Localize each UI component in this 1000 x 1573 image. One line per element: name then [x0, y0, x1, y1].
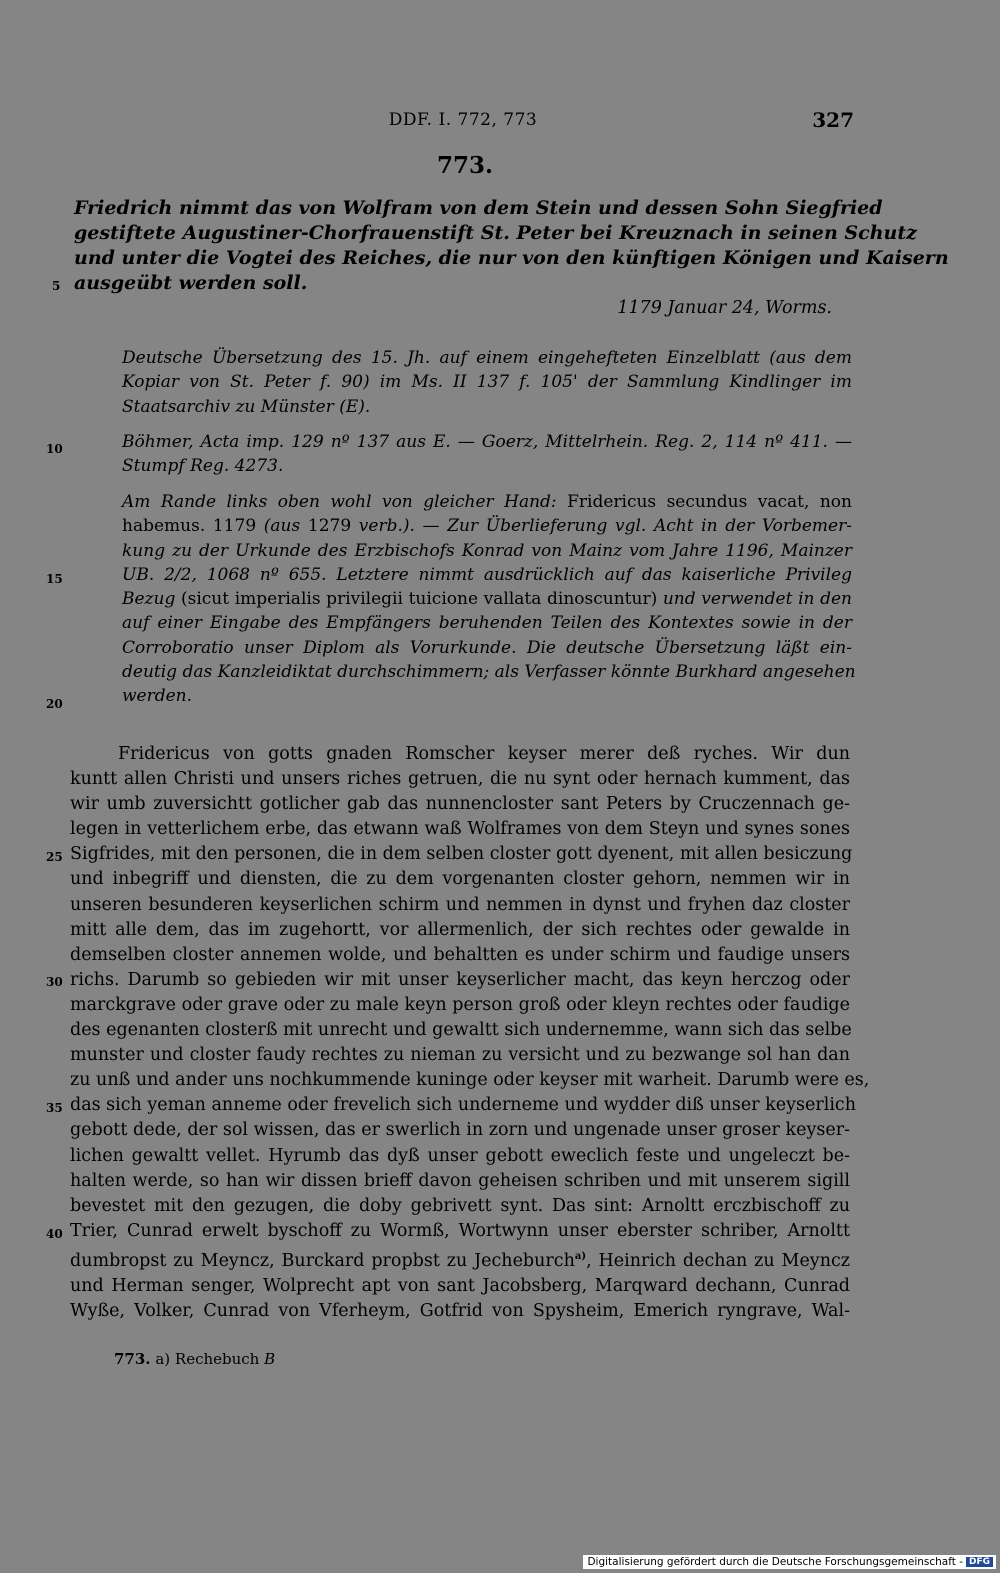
tradition-note [122, 346, 852, 419]
text-line: Wyße, Volker, Cunrad von Vferheym, Gotfrid von Spysheim, Emerich ryngrave, Wal- [70, 1300, 850, 1321]
text-line: mitt alle dem, das im zugehortt, vor allermenlich, der sich rechtes oder gewalde in [70, 919, 850, 940]
funding-credit-text: Digitalisierung gefördert durch die Deutsche Forschungsgemeinschaft - [587, 1556, 963, 1568]
note-line: Bezug (sicut imperialis privilegii tuicione vallata dinoscuntur) und verwendet in den [122, 589, 852, 610]
text-line: Trier, Cunrad erwelt byschoff zu Wormß, Wortwynn unser eberster schriber, Arnoltt [70, 1220, 850, 1241]
regest-line: Friedrich nimmt das von Wolfram von dem Stein und dessen Sohn Siegfried [74, 197, 883, 219]
text-line: dumbropst zu Meyncz, Burckard propbst zu Jecheburch$^{a)}$, Heinrich dechan zu Meyncz [70, 1250, 850, 1271]
text-line: wir umb zuversichtt gotlicher gab das nunnencloster sant Peters by Cruczennach ge- [70, 794, 850, 815]
footnote-marker: a) [155, 1350, 171, 1368]
regest-line: und unter die Vogtei des Reiches, die nur von den künftigen Königen und Kaisern [74, 247, 949, 269]
page-number: 327 [812, 108, 854, 132]
line-number: 30 [46, 975, 63, 989]
text-line: marckgrave oder grave oder zu male keyn person groß oder kleyn rechtes oder faudige [70, 994, 850, 1015]
note-line: Deutsche Übersetzung des 15. Jh. auf einem eingehefteten Einzelblatt (aus dem [122, 348, 852, 368]
note-line: kung zu der Urkunde des Erzbischofs Konrad von Mainz vom Jahre 1196, Mainzer [122, 540, 852, 561]
text-line: gebott dede, der sol wissen, das er swerlich in zorn und ungenade unser groser keyser- [70, 1120, 850, 1141]
line-number: 5 [52, 279, 61, 293]
text-line: kuntt allen Christi und unsers riches getruen, die nu synt oder hernach kumment, das [70, 769, 850, 790]
footnote-number: 773. [114, 1350, 151, 1368]
running-title: DDF. I. 772, 773 [388, 110, 538, 130]
note-line: auf einer Eingabe des Empfängers beruhenden Teilen des Kontextes sowie in der [122, 613, 852, 634]
running-head [72, 108, 854, 136]
line-number: 35 [46, 1101, 63, 1115]
line-number: 40 [46, 1227, 63, 1241]
note-line: deutig das Kanzleidiktat durchschimmern; als Verfasser könnte Burkhard angesehen [122, 662, 856, 683]
text-line: Fridericus von gotts gnaden Romscher keyser merer deß ryches. Wir dun [118, 744, 850, 764]
line-number: 10 [46, 442, 63, 456]
text-line: lichen gewaltt vellet. Hyrumb das dyß unser gebott eweclich feste und ungeleczt be- [70, 1145, 850, 1166]
text-line: legen in vetterlichem erbe, das etwann waß Wolframes von dem Steyn und synes sones [70, 819, 850, 840]
text-line: halten werde, so han wir dissen brieff davon geheisen schriben und mit unserem sigill [70, 1170, 850, 1191]
note-line: habemus. 1179 (aus 1279 verb.). — Zur Überlieferung vgl. Acht in der Vorbemer- [122, 516, 852, 537]
line-number: 25 [46, 850, 63, 864]
text-line: und inbegriff und diensten, die zu dem vorgenanten closter gehorn, nemmen wir in [70, 869, 850, 890]
line-number: 20 [46, 697, 63, 711]
regest-line: gestiftete Augustiner-Chorfrauenstift St. Peter bei Kreuznach in seinen Schutz [74, 222, 917, 244]
text-line: Sigfrides, mit den personen, die in dem selben closter gott dyenent, mit allen besiczung [70, 844, 853, 865]
text-line: und Herman senger, Wolprecht apt von sant Jacobsberg, Marqward dechann, Cunrad [70, 1275, 850, 1296]
footnote-reference: a) [574, 1250, 587, 1262]
regest [74, 196, 949, 296]
text-line: zu unß und ander uns nochkummende kuninge oder keyser mit warheit. Darumb were es, [70, 1070, 870, 1091]
footnote [114, 1350, 275, 1368]
note-line: Staatsarchiv zu Münster (E). [122, 396, 371, 417]
note-line: Am Rande links oben wohl von gleicher Hand: Fridericus secundus vacat, non [122, 492, 852, 512]
footnote-siglum: B [264, 1350, 276, 1368]
note-line: Böhmer, Acta imp. 129 nº 137 aus E. — Goerz, Mittelrhein. Reg. 2, 114 nº 411. — [122, 432, 852, 452]
footnote-text: Rechebuch [174, 1350, 260, 1368]
commentary-note [122, 490, 856, 709]
text-line: munster und closter faudy rechtes zu nieman zu versicht und zu bezwange sol han dan [70, 1045, 850, 1066]
text-line: das sich yeman anneme oder frevelich sich underneme und wydder diß unser keyserlich [70, 1095, 856, 1116]
regest-line: ausgeübt werden soll. [74, 272, 308, 294]
text-line: richs. Darumb so gebieden wir mit unser keyserlicher macht, das keyn herczog oder [70, 969, 850, 990]
literature-note [122, 430, 852, 479]
charter-text [70, 742, 870, 1324]
line-number: 15 [46, 572, 63, 586]
text-line: bevestet mit den gezugen, die doby gebrivett synt. Das sint: Arnoltt erczbischoff zu [70, 1195, 850, 1216]
document-number: 773. [436, 152, 494, 179]
note-line: Corroboratio unser Diplom als Vorurkunde. Die deutsche Übersetzung läßt ein- [122, 637, 852, 658]
dfg-logo: DFG [966, 1557, 993, 1567]
note-line: Stumpf Reg. 4273. [122, 456, 284, 477]
text-line: unseren besunderen keyserlichen schirm und nemmen in dynst und fryhen daz closter [70, 894, 850, 915]
note-line: Kopiar von St. Peter f. 90) im Ms. II 137 f. 105' der Sammlung Kindlinger im [122, 372, 852, 393]
funding-credit [583, 1555, 996, 1569]
document-date: 1179 Januar 24, Worms. [617, 298, 832, 318]
text-line: demselben closter annemen wolde, und behaltten es under schirm und faudige unsers [70, 944, 850, 965]
note-line: werden. [122, 686, 193, 707]
text-line: des egenanten closterß mit unrecht und gewaltt sich undernemme, wann sich das selbe [70, 1020, 852, 1041]
note-line: UB. 2/2, 1068 nº 655. Letztere nimmt ausdrücklich auf das kaiserliche Privileg [122, 564, 852, 585]
